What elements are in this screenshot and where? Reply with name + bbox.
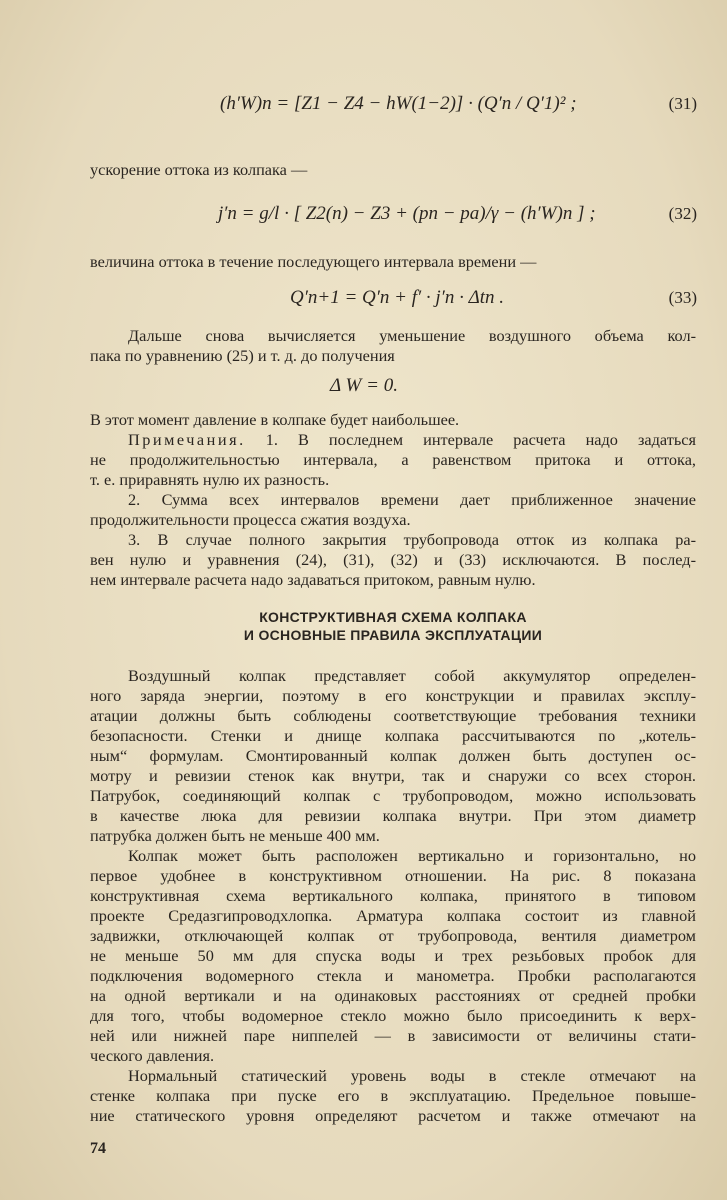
text-line: Патрубок, соединяющий колпак с трубопроводом, можно использовать	[90, 786, 696, 805]
text-line: продолжительности процесса сжатия воздуха.	[90, 510, 411, 529]
text-line: подключения водомерного стекла и манометра. Пробки располагаются	[90, 966, 696, 985]
text-line: патрубка должен быть не меньше 400 мм.	[90, 826, 380, 845]
text-line: Колпак может быть расположен вертикально и горизонтально, но	[128, 846, 696, 865]
text-line: пака по уравнению (25) и т. д. до получения	[90, 346, 395, 365]
notes-text: 1. В последнем интервале расчета надо задаться	[245, 430, 696, 449]
page-number: 74	[90, 1140, 106, 1157]
text-line: конструктивная схема вертикального колпака, принятого в типовом	[90, 886, 696, 905]
formula-31-expression: (h′W)n = [Z1 − Z4 − hW(1−2)] · (Q′n / Q′1)² ;	[220, 93, 577, 114]
text-line: ускорение оттока из колпака —	[90, 160, 308, 179]
text-line: первое удобнее в конструктивном отношении. На рис. 8 показана	[90, 866, 696, 885]
text-line: ного заряда энергии, поэтому в его конструкции и правилах эксплу-	[90, 686, 696, 705]
notes-line	[90, 430, 696, 450]
formula-delta-w	[0, 366, 727, 406]
formula-delta-w-expression: Δ W = 0.	[330, 375, 398, 396]
text-line: Воздушный колпак представляет собой аккумулятор определен-	[128, 666, 696, 685]
text-line: ние статического уровня определяют расчетом и также отмечают на	[90, 1106, 696, 1125]
text-line: величина оттока в течение последующего интервала времени —	[90, 252, 537, 271]
formula-32-number: (32)	[668, 204, 697, 223]
text-line: стенке колпака при пуске его в эксплуатацию. Предельное повыше-	[90, 1086, 696, 1105]
formula-31-number: (31)	[668, 94, 697, 113]
text-line: безопасности. Стенки и днище колпака рассчитываются по „котель-	[90, 726, 696, 745]
text-line: ческого давления.	[90, 1046, 215, 1065]
text-line: 2. Сумма всех интервалов времени дает приближенное значение	[128, 490, 696, 509]
text-line: вен нулю и уравнения (24), (31), (32) и (33) исключаются. В послед-	[90, 550, 696, 569]
text-line: для того, чтобы водомерное стекло можно было присоединить к верх-	[90, 1006, 696, 1025]
text-line: В этот момент давление в колпаке будет наибольшее.	[90, 410, 460, 429]
formula-31	[0, 84, 727, 124]
text-line: не меньше 50 мм для спуска воды и трех резьбовых пробок для	[90, 946, 696, 965]
text-line: на одной вертикали и на одинаковых расстояниях от средней пробки	[90, 986, 696, 1005]
notes-label: Примечания.	[128, 430, 246, 449]
text-line: мотру и ревизии стенок как внутри, так и снаружи со всех сторон.	[90, 766, 696, 785]
text-line: Нормальный статический уровень воды в стекле отмечают на	[128, 1066, 696, 1085]
formula-33-expression: Q′n+1 = Q′n + f′ · j′n · Δtn .	[290, 287, 505, 308]
text-line: задвижки, отключающей колпак от трубопровода, вентиля диаметром	[90, 926, 696, 945]
text-line: в качестве люка для ревизии колпака внутри. При этом диаметр	[90, 806, 696, 825]
text-line: проекте Средазгипроводхлопка. Арматура колпака состоит из главной	[90, 906, 696, 925]
section-heading-line-1: КОНСТРУКТИВНАЯ СХЕМА КОЛПАКА	[259, 609, 527, 625]
formula-32	[0, 194, 727, 234]
text-line: нем интервале расчета надо задаваться притоком, равным нулю.	[90, 570, 536, 589]
text-line: не продолжительностью интервала, а равенством притока и оттока,	[90, 450, 696, 469]
text-line: т. е. приравнять нулю их разность.	[90, 470, 330, 489]
text-line: 3. В случае полного закрытия трубопровода отток из колпака ра-	[128, 530, 696, 549]
formula-33-number: (33)	[668, 288, 697, 307]
formula-33	[0, 278, 727, 318]
text-line: ней или нижней паре ниппелей — в зависимости от величины стати-	[90, 1026, 696, 1045]
section-heading-line-2: И ОСНОВНЫЕ ПРАВИЛА ЭКСПЛУАТАЦИИ	[243, 627, 543, 643]
formula-32-expression: j′n = g/l · [ Z2(n) − Z3 + (pn − pa)/γ − (h′W)n ] ;	[218, 203, 596, 224]
text-line: атации должны быть соблюдены соответствующие требования техники	[90, 706, 696, 725]
text-line: Дальше снова вычисляется уменьшение воздушного объема кол-	[128, 326, 696, 345]
text-line: ным“ формулам. Смонтированный колпак должен быть доступен ос-	[90, 746, 696, 765]
